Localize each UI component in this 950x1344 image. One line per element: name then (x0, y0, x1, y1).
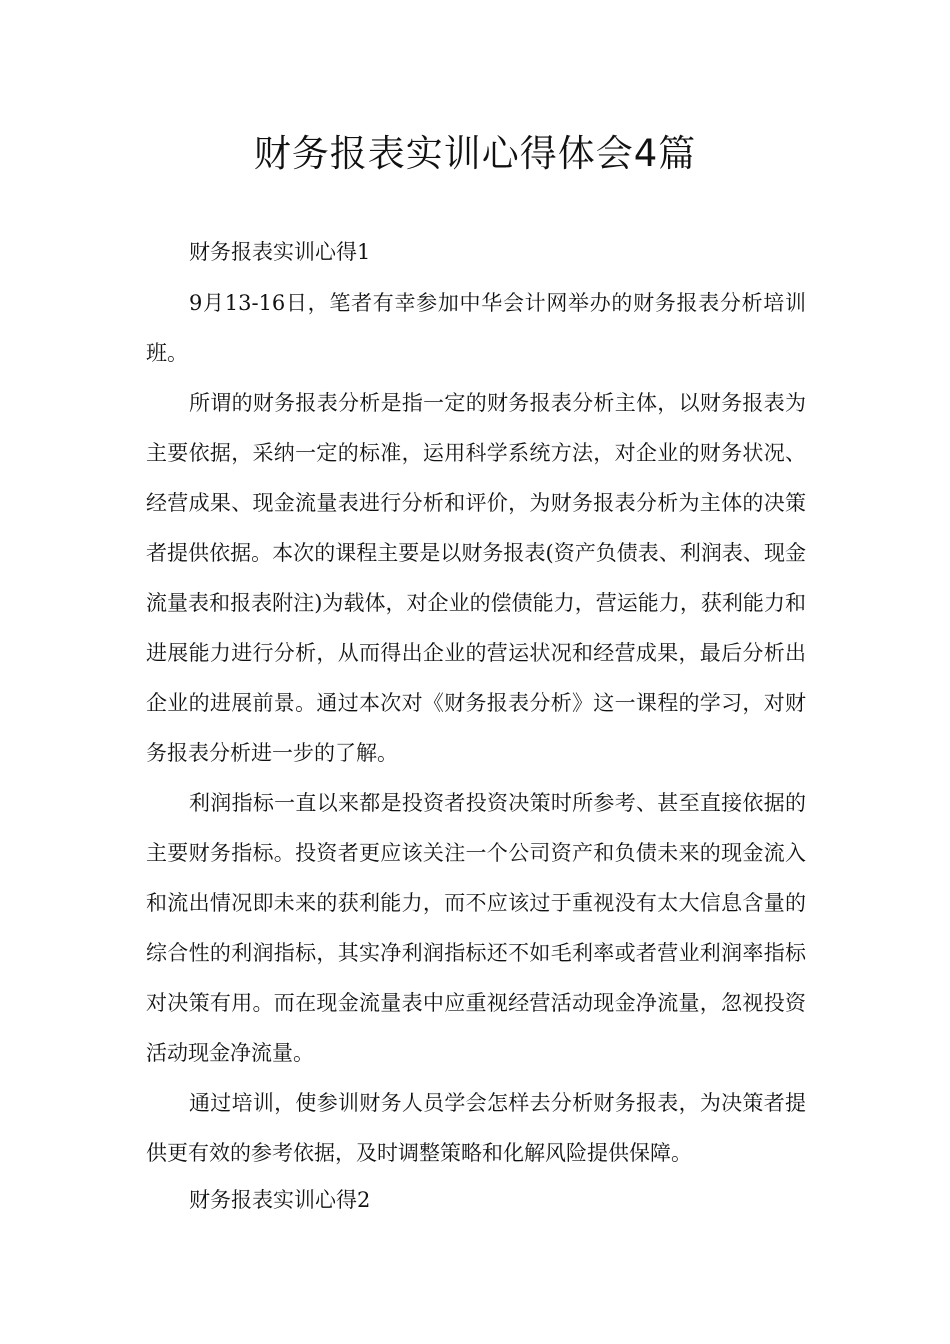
section-heading-1: 财务报表实训心得1 (189, 240, 371, 264)
section-heading-2: 财务报表实训心得2 (189, 1188, 371, 1212)
paragraph-2: 所谓的财务报表分析是指一定的财务报表分析主体，以财务报表为主要依据，采纳一定的标准，运用科学系统方法，对企业的财务状况、经营成果、现金流量表进行分析和评价，为财务报表分析为主体的决策者提供依据。本次的课程主要是以财务报表(资产负债表、利润表、现金流量表和报表附注)为载体，对企业的偿债能力，营运能力，获利能力和进展能力进行分析，从而得出企业的营运状况和经营成果，最后分析出企业的进展前景。通过本次对《财务报表分析》这一课程的学习，对财务报表分析进一步的了解。 (146, 391, 806, 765)
document-title: 财务报表实训心得体会4篇 (253, 132, 697, 175)
paragraph-3: 利润指标一直以来都是投资者投资决策时所参考、甚至直接依据的主要财务指标。投资者更应该关注一个公司资产和负债未来的现金流入和流出情况即未来的获利能力，而不应该过于重视没有太大信息含量的综合性的利润指标，其实净利润指标还不如毛利率或者营业利润率指标对决策有用。而在现金流量表中应重视经营活动现金净流量，忽视投资活动现金净流量。 (146, 791, 806, 1065)
paragraph-1: 9月13-16日，笔者有幸参加中华会计网举办的财务报表分析培训班。 (146, 291, 806, 365)
paragraph-4: 通过培训，使参训财务人员学会怎样去分析财务报表，为决策者提供更有效的参考依据，及时调整策略和化解风险提供保障。 (146, 1091, 806, 1165)
